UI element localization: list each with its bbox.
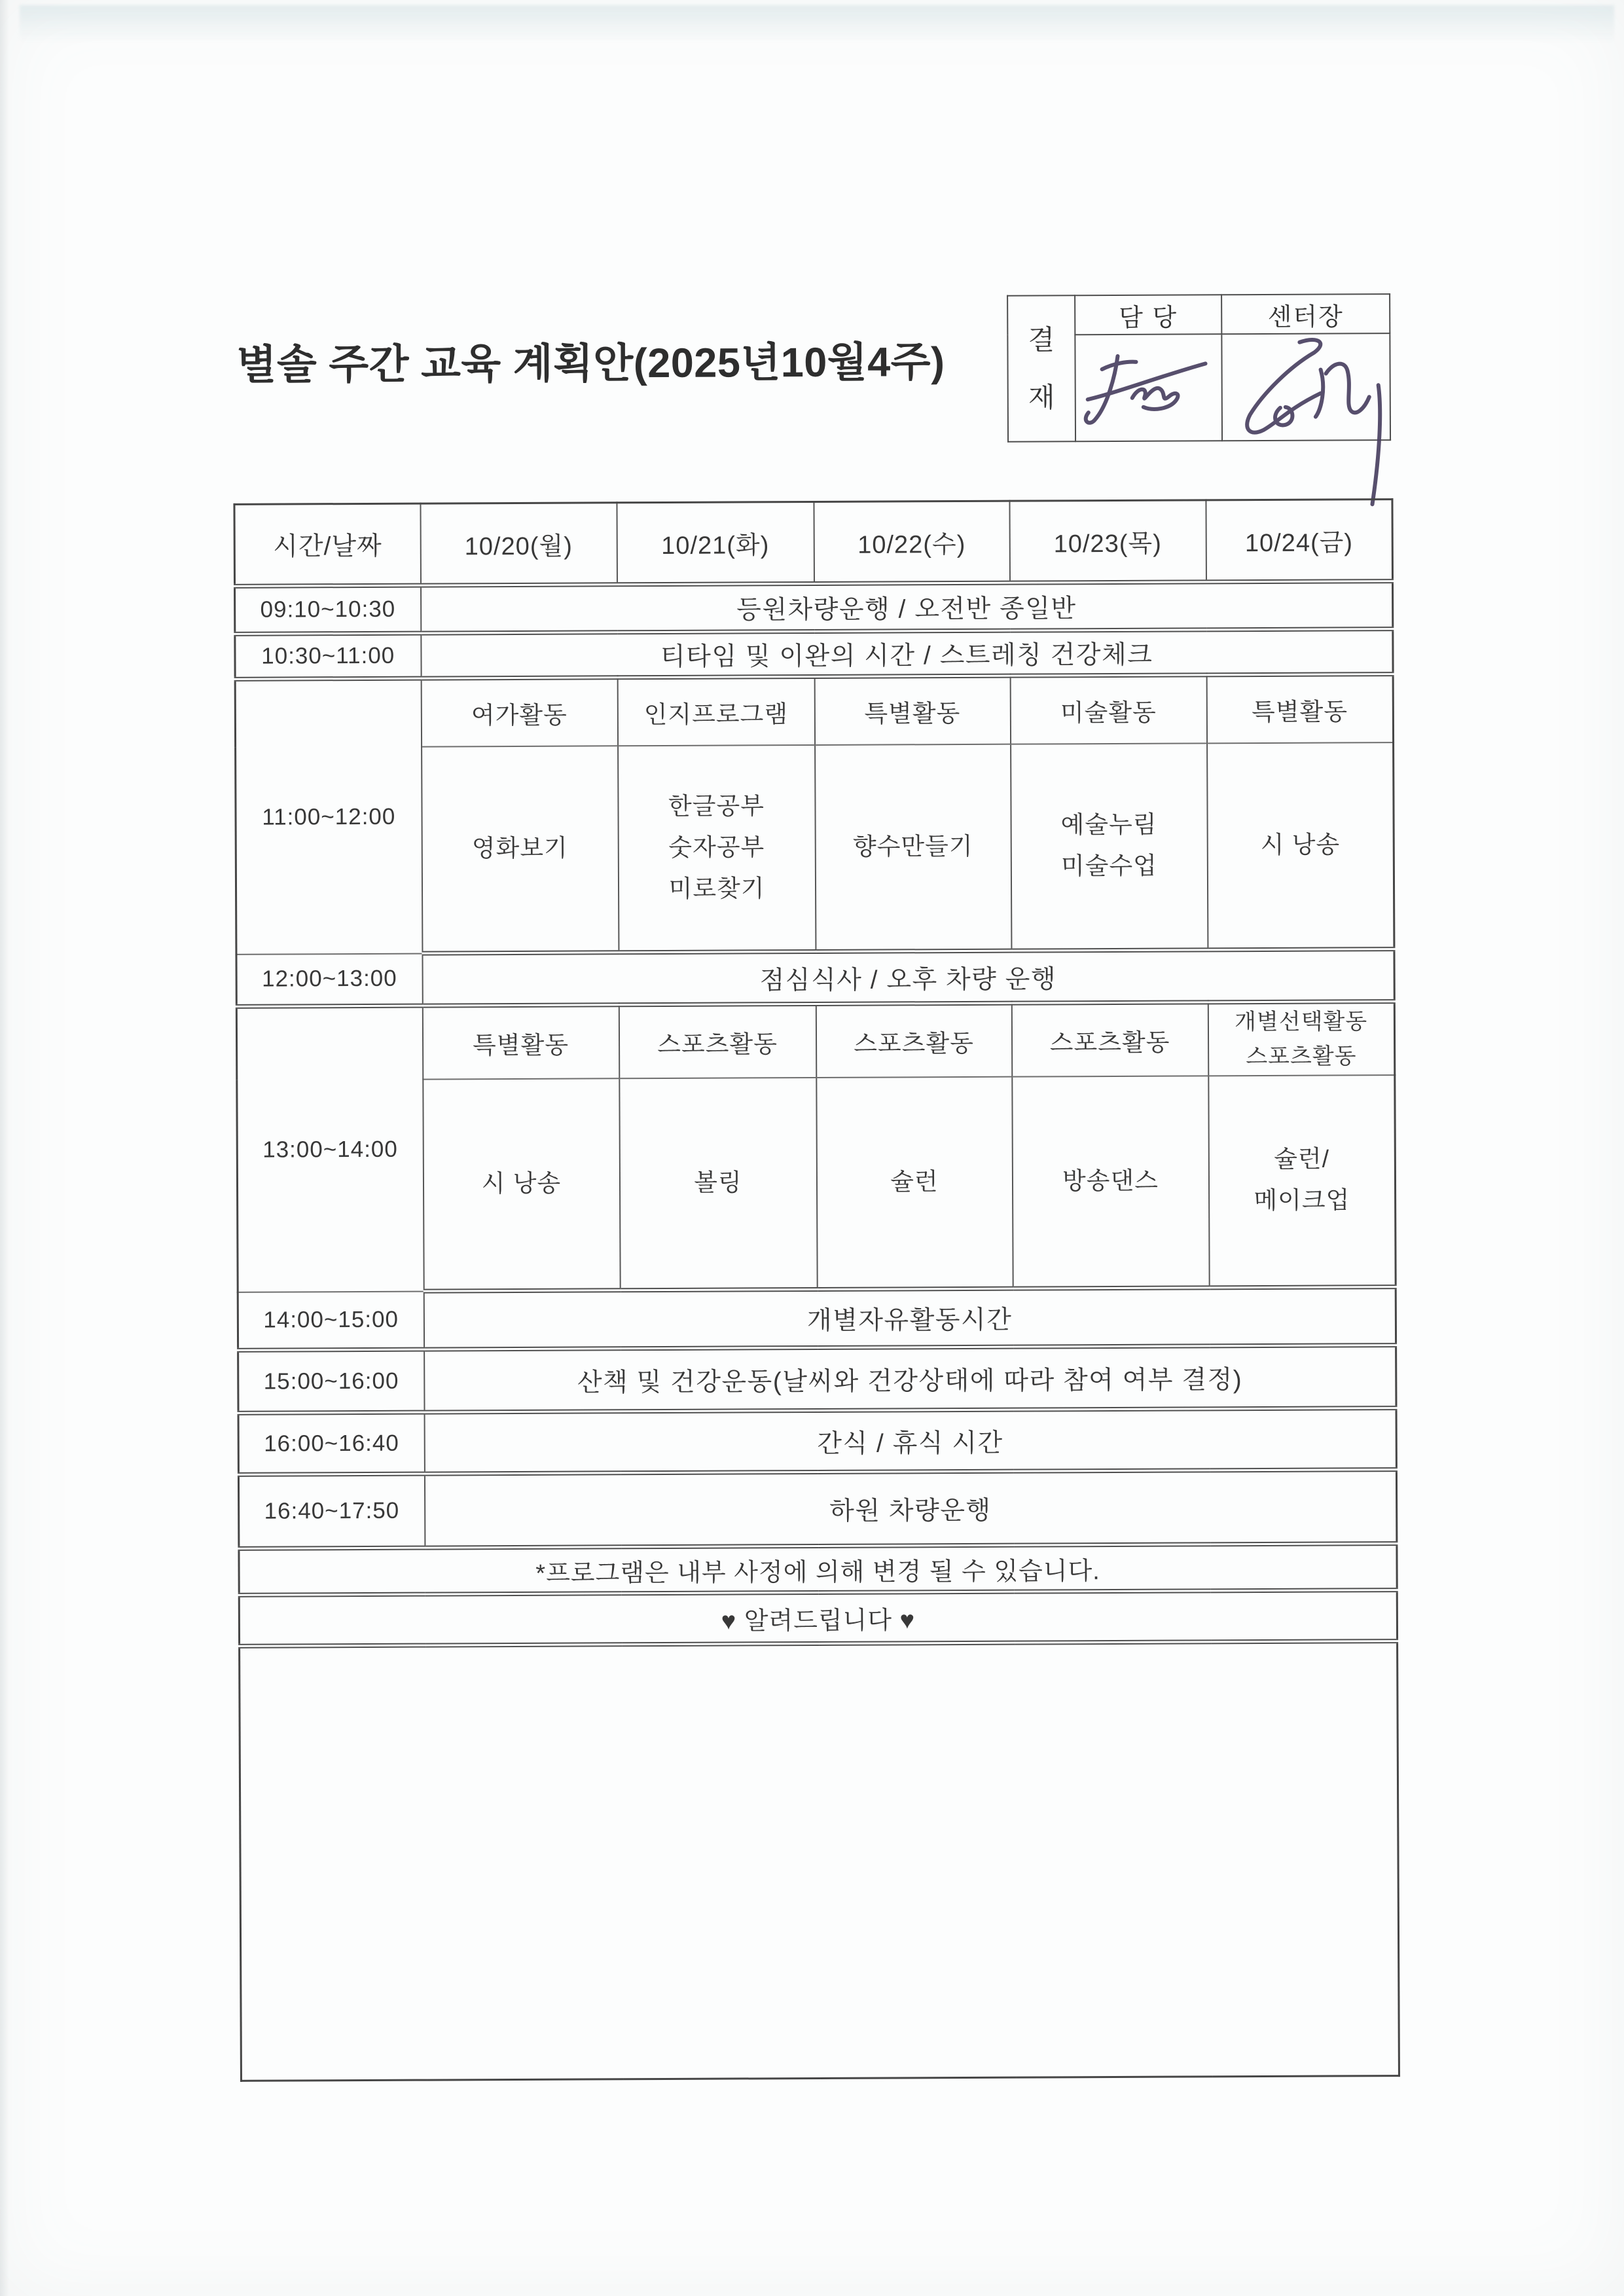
time-slot-free-time: 14:00~15:00 bbox=[238, 1291, 424, 1350]
afternoon-activity-mon: 시 낭송 bbox=[423, 1078, 620, 1291]
morning-activity-thu: 예술누림 미술수업 bbox=[1011, 743, 1208, 951]
morning-activity-wed: 향수만들기 bbox=[815, 744, 1011, 951]
free-time-text: 개별자유활동시간 bbox=[424, 1287, 1396, 1349]
empty-notes-area bbox=[240, 1641, 1399, 2081]
departure-text: 하원 차량운행 bbox=[424, 1470, 1396, 1548]
approval-column-director: 센터장 bbox=[1221, 294, 1390, 334]
approval-stamp-label bbox=[1007, 295, 1075, 441]
day-header-thu: 10/23(목) bbox=[1009, 500, 1206, 583]
morning-category-fri: 특별활동 bbox=[1206, 674, 1393, 743]
document-title: 별솔 주간 교육 계획안(2025년10월4주) bbox=[236, 339, 945, 388]
approval-label-line2: 재 bbox=[1028, 381, 1055, 413]
staff-signature-ink bbox=[1075, 332, 1221, 444]
arrival-text: 등원차량운행 / 오전반 종일반 bbox=[421, 581, 1393, 633]
approval-column-staff: 담 당 bbox=[1075, 295, 1221, 335]
morning-activity-fri: 시 낭송 bbox=[1207, 742, 1394, 950]
morning-category-wed: 특별활동 bbox=[814, 676, 1010, 744]
day-header-wed: 10/22(수) bbox=[814, 501, 1010, 583]
approval-box bbox=[1007, 293, 1391, 443]
announcement-heading: ♥ 알려드립니다 ♥ bbox=[239, 1590, 1397, 1647]
row-footnote bbox=[239, 1544, 1397, 1595]
row-free-time bbox=[238, 1287, 1396, 1351]
teatime-text: 티타임 및 이완의 시간 / 스트레칭 건강체크 bbox=[421, 629, 1393, 678]
row-walk bbox=[238, 1345, 1396, 1413]
row-arrival bbox=[235, 581, 1393, 634]
afternoon-activity-wed: 슐런 bbox=[816, 1076, 1013, 1289]
afternoon-activity-tue: 볼링 bbox=[619, 1077, 817, 1290]
afternoon-activity-fri: 슐런/ 메이크업 bbox=[1208, 1075, 1396, 1288]
time-slot-walk: 15:00~16:00 bbox=[238, 1349, 424, 1413]
lunch-text: 점심식사 / 오후 차량 운행 bbox=[422, 949, 1394, 1006]
row-departure bbox=[238, 1470, 1396, 1549]
snack-text: 간식 / 휴식 시간 bbox=[424, 1408, 1396, 1474]
morning-category-tue: 인지프로그램 bbox=[617, 676, 814, 745]
director-signature-ink bbox=[1222, 329, 1390, 519]
corner-header: 시간/날짜 bbox=[234, 503, 421, 586]
program-change-footnote: *프로그램은 내부 사정에 의해 변경 될 수 있습니다. bbox=[239, 1544, 1397, 1595]
row-morning-categories bbox=[235, 674, 1393, 748]
time-slot-arrival: 09:10~10:30 bbox=[235, 585, 421, 634]
afternoon-category-thu: 스포츠활동 bbox=[1011, 1002, 1208, 1076]
afternoon-category-tue: 스포츠활동 bbox=[619, 1004, 816, 1078]
signature-cell-staff bbox=[1075, 334, 1222, 441]
afternoon-activity-thu: 방송댄스 bbox=[1012, 1076, 1209, 1288]
time-slot-snack: 16:00~16:40 bbox=[238, 1412, 424, 1474]
day-header-mon: 10/20(월) bbox=[420, 503, 617, 585]
afternoon-category-fri: 개별선택활동 스포츠활동 bbox=[1208, 1002, 1394, 1076]
approval-label-line1: 결 bbox=[1028, 323, 1055, 355]
morning-category-thu: 미술활동 bbox=[1010, 675, 1206, 744]
morning-activity-mon: 영화보기 bbox=[422, 746, 619, 953]
row-empty-notes-area bbox=[240, 1641, 1399, 2081]
row-snack bbox=[238, 1408, 1396, 1475]
row-announcement bbox=[239, 1590, 1397, 1647]
morning-category-mon: 여가활동 bbox=[421, 678, 617, 746]
afternoon-category-mon: 특별활동 bbox=[422, 1005, 619, 1079]
day-header-fri: 10/24(금) bbox=[1206, 500, 1393, 582]
row-teatime bbox=[235, 629, 1393, 680]
day-header-tue: 10/21(화) bbox=[617, 501, 814, 584]
time-slot-teatime: 10:30~11:00 bbox=[235, 633, 421, 679]
signature-cell-director bbox=[1221, 333, 1390, 441]
row-lunch bbox=[236, 949, 1394, 1007]
time-slot-departure: 16:40~17:50 bbox=[238, 1474, 424, 1548]
weekly-schedule-table bbox=[233, 498, 1400, 2082]
walk-text: 산책 및 건강운동(날씨와 건강상태에 따라 참여 여부 결정) bbox=[424, 1345, 1396, 1412]
morning-activity-tue: 한글공부 숫자공부 미로찾기 bbox=[618, 744, 816, 952]
row-afternoon-categories bbox=[236, 1002, 1394, 1080]
afternoon-category-wed: 스포츠활동 bbox=[816, 1003, 1011, 1077]
time-slot-afternoon: 13:00~14:00 bbox=[236, 1006, 424, 1292]
header-row bbox=[234, 500, 1393, 587]
time-slot-lunch: 12:00~13:00 bbox=[236, 953, 422, 1006]
time-slot-morning: 11:00~12:00 bbox=[235, 678, 422, 954]
